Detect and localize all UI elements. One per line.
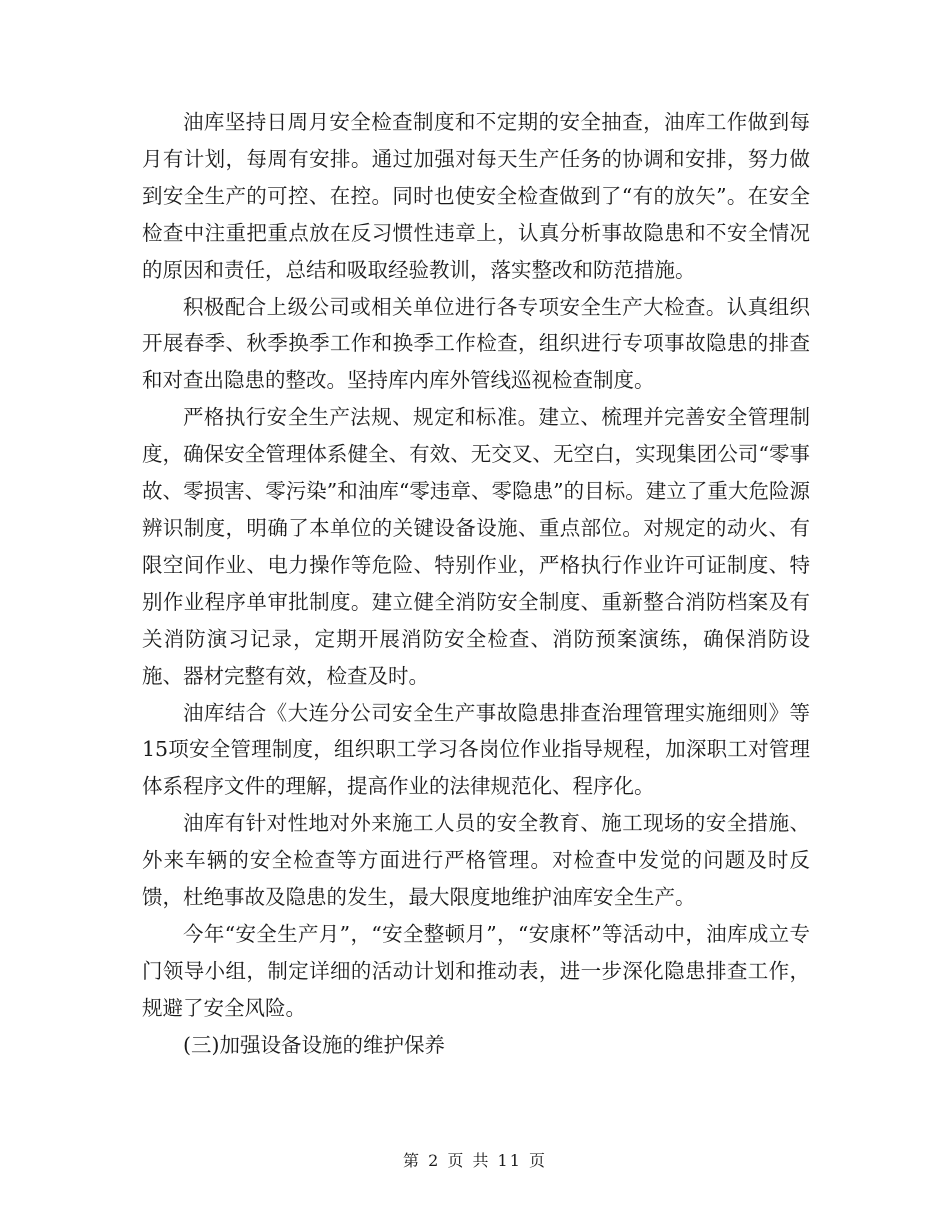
section-heading: (三)加强设备设施的维护保养 <box>183 1032 445 1057</box>
paragraph-2: 积极配合上级公司或相关单位进行各专项安全生产大检查。认真组织开展春季、秋季换季工作和换季工作检查，组织进行专项事故隐患的排查和对查出隐患的整改。坚持库内库外管线巡视检查制度。 <box>142 294 810 393</box>
paragraph-4: 油库结合《大连分公司安全生产事故隐患排查治理管理实施细则》等15项安全管理制度，组织职工学习各岗位作业指导规程，加深职工对管理体系程序文件的理解，提高作业的法律规范化、程序化。 <box>142 700 810 799</box>
paragraph-6: 今年“安全生产月”，“安全整顿月”，“安康杯”等活动中，油库成立专门领导小组，制定详细的活动计划和推动表，进一步深化隐患排查工作，规避了安全风险。 <box>142 921 810 1020</box>
page-number-footer: 第 2 页 共 11 页 <box>403 1151 547 1170</box>
paragraph-5: 油库有针对性地对外来施工人员的安全教育、施工现场的安全措施、外来车辆的安全检查等方面进行严格管理。对检查中发觉的问题及时反馈，杜绝事故及隐患的发生，最大限度地维护油库安全生产。 <box>142 811 810 910</box>
paragraph-1: 油库坚持日周月安全检查制度和不定期的安全抽查，油库工作做到每月有计划，每周有安排。通过加强对每天生产任务的协调和安排，努力做到安全生产的可控、在控。同时也使安全检查做到了“有的放矢”。在安全检查中注重把重点放在反习惯性违章上，认真分析事故隐患和不安全情况的原因和责任，总结和吸取经验教训，落实整改和防范措施。 <box>142 110 810 282</box>
paragraph-3: 严格执行安全生产法规、规定和标准。建立、梳理并完善安全管理制度，确保安全管理体系健全、有效、无交叉、无空白，实现集团公司“零事故、零损害、零污染”和油库“零违章、零隐患”的目标。建立了重大危险源辨识制度，明确了本单位的关键设备设施、重点部位。对规定的动火、有限空间作业、电力操作等危险、特别作业，严格执行作业许可证制度、特别作业程序单审批制度。建立健全消防安全制度、重新整合消防档案及有关消防演习记录，定期开展消防安全检查、消防预案演练，确保消防设施、器材完整有效，检查及时。 <box>142 405 810 688</box>
document-body <box>142 104 810 1064</box>
